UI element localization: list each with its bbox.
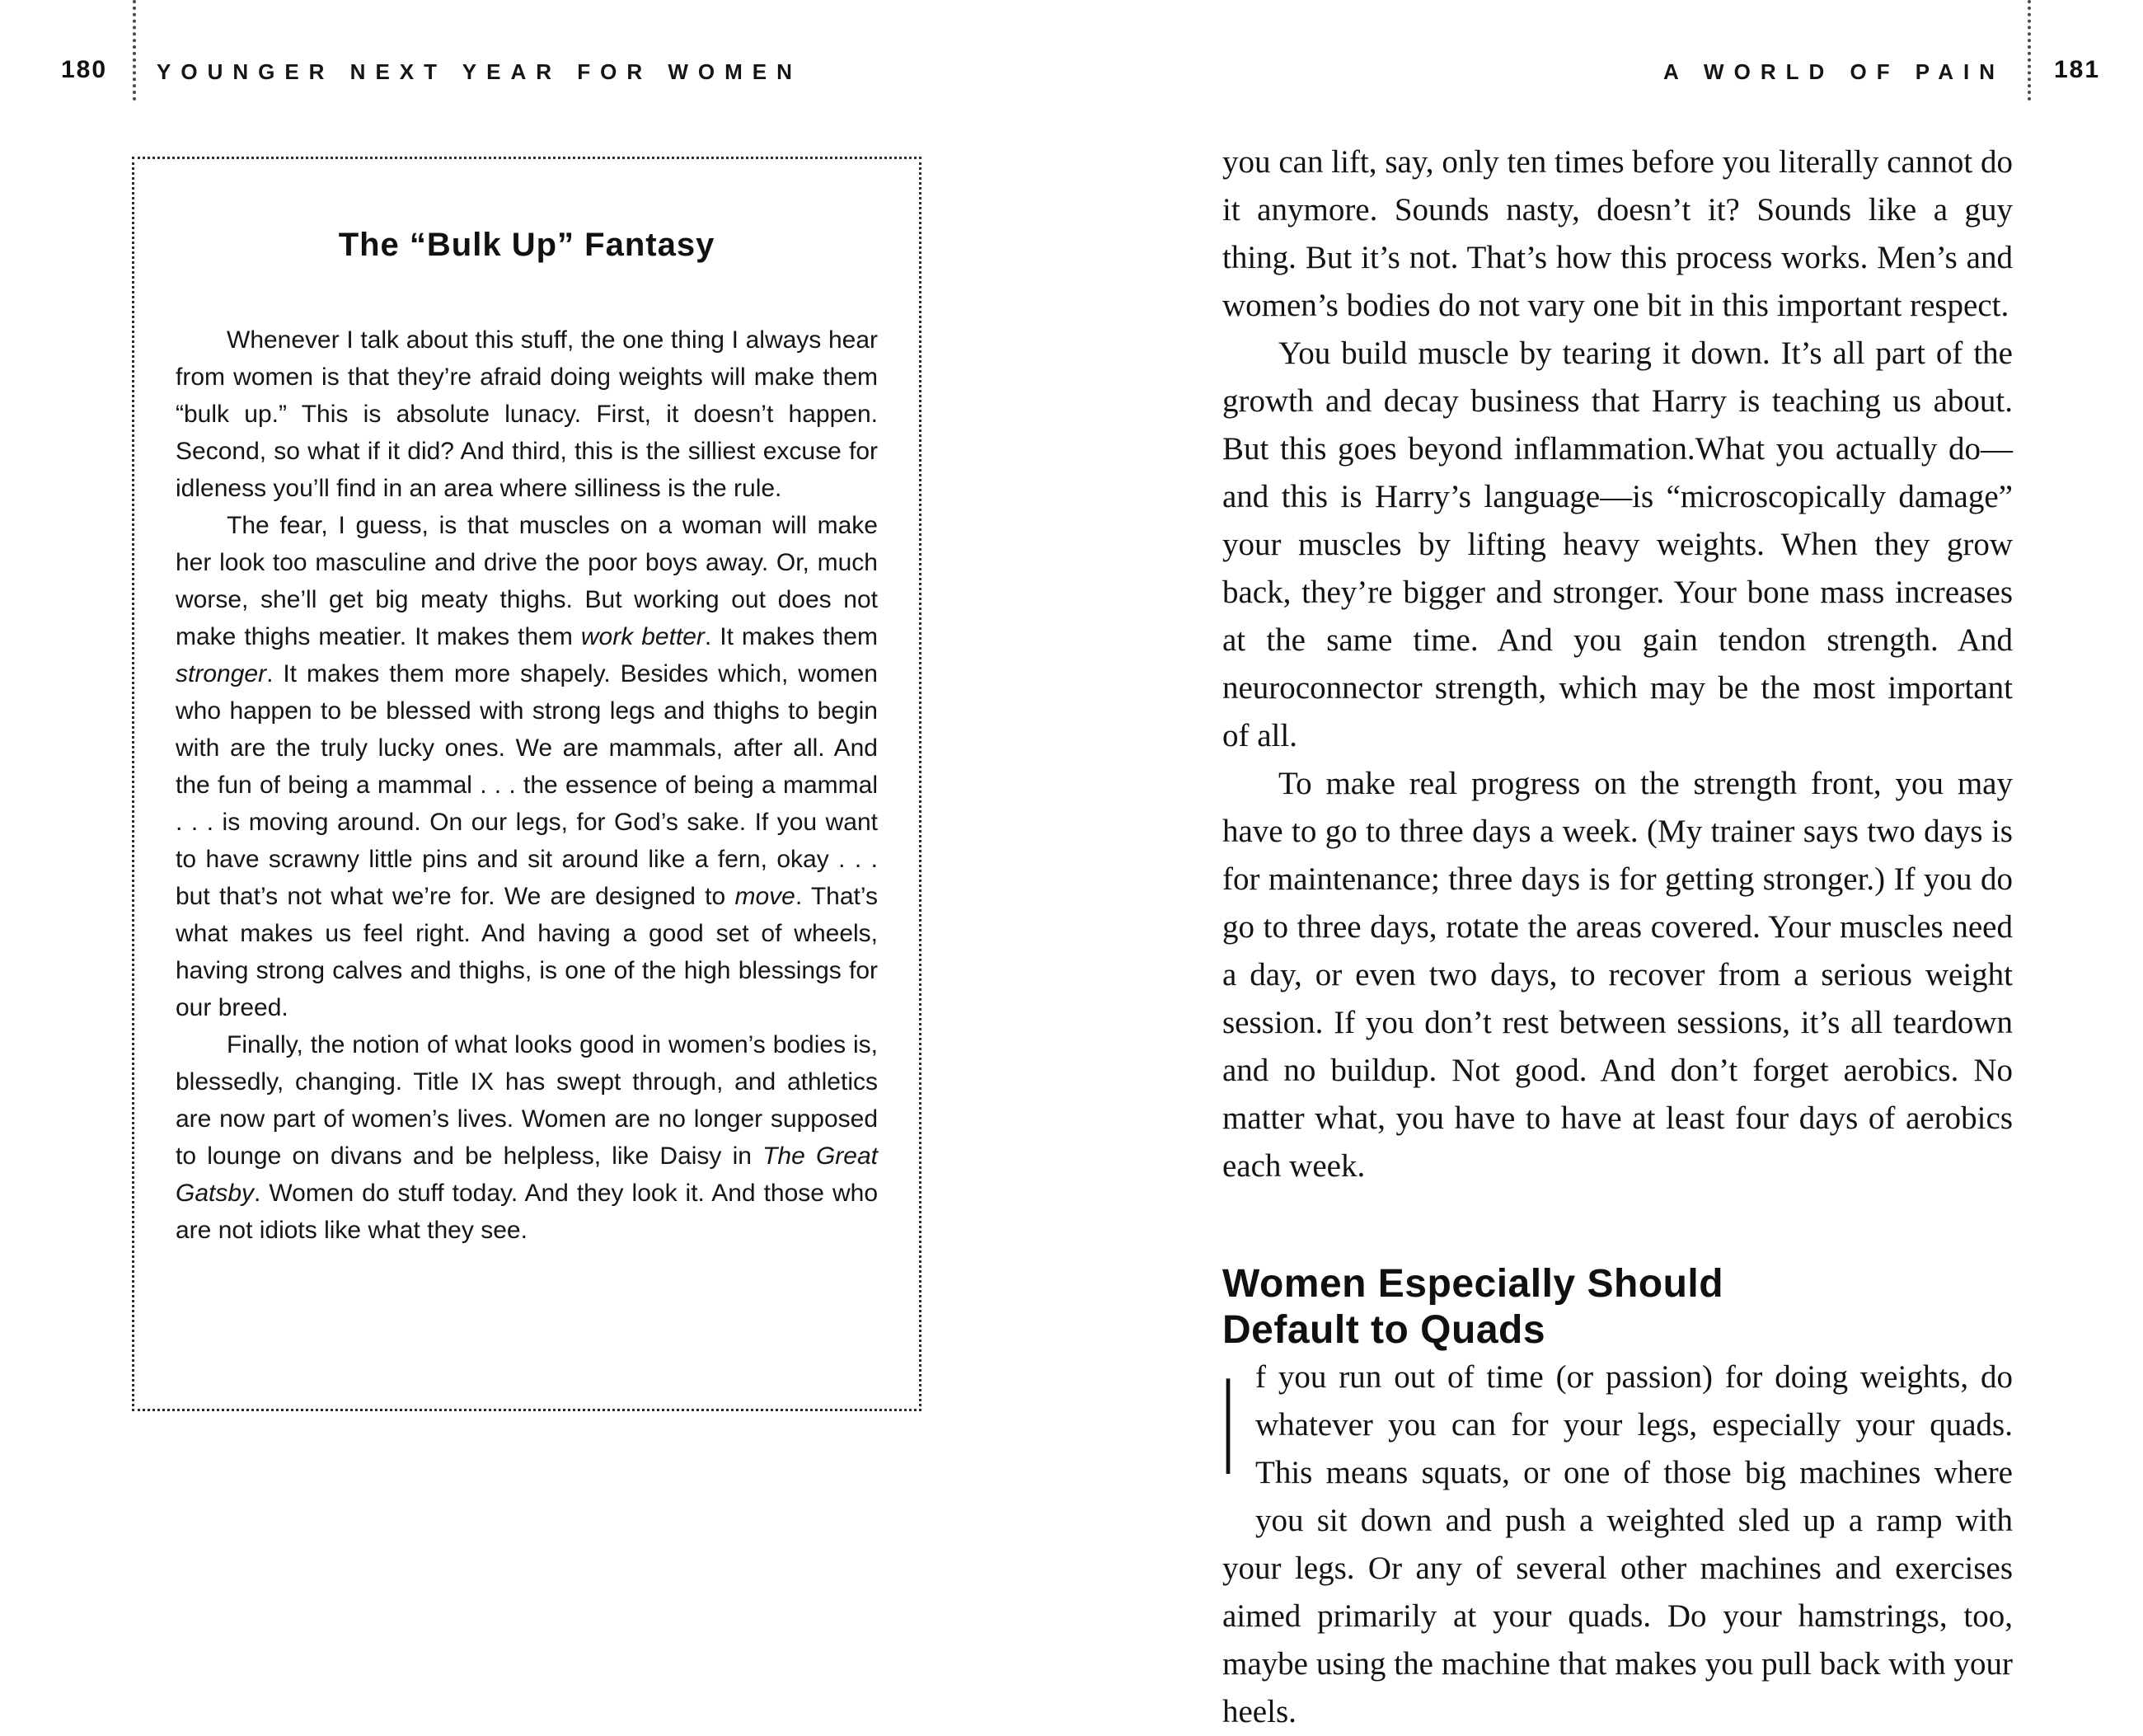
dropcap-paragraph-text: f you run out of time (or passion) for doing weights, do whatever you can for your legs, especially your quads. This means squats, or one of those big machines where you sit down and push a weighted sled up a ramp with your legs. Or any of several other machines and exercises aimed primarily at your quads. Do your hamstrings, too, maybe using the machine that makes you pull back with your heels. xyxy=(1222,1359,2013,1729)
header-divider-left xyxy=(133,0,136,101)
body-paragraph-dropcap xyxy=(1222,1349,2013,1736)
header-divider-right xyxy=(2028,0,2031,101)
dropcap-letter-i: I xyxy=(1222,1349,1235,1504)
sidebar-box-body xyxy=(176,321,878,1249)
box-paragraph: Whenever I talk about this stuff, the one thing I always hear from women is that they’re afraid doing weights will make them “bulk up.” This is absolute lunacy. First, it doesn’t happen. Second, so what if it did? And third, this is the silliest excuse for idleness you’ll find in an area where silliness is the rule. xyxy=(176,326,878,502)
page-number-left: 180 xyxy=(61,56,108,83)
body-paragraph: You build muscle by tearing it down. It’s all part of the growth and decay business that Harry is teaching us about. But this goes beyond inflammation.What you actually do—and this is Harry’s language—is “microscopically damage” your muscles by lifting heavy weights. When they grow back, they’re bigger and stronger. Your bone mass increases at the same time. And you gain tendon strength. And neuroconnector strength, which may be the most important of all. xyxy=(1222,335,2013,753)
box-paragraph: Finally, the notion of what looks good in women’s bodies is, blessedly, changing. Title IX has swept through, and athletics are now part of women’s lives. Women are no longer supposed to lounge on divans and be helpless, like Daisy in The Great Gatsby. Women do stuff today. And they look it. And those who are not idiots like what they see. xyxy=(176,1031,879,1244)
page-number-right: 181 xyxy=(2054,56,2101,83)
section-heading-line2: Default to Quads xyxy=(1222,1308,1546,1352)
section-heading xyxy=(1222,1261,2013,1354)
running-title-right: A WORLD OF PAIN xyxy=(1663,59,2005,84)
box-paragraph: The fear, I guess, is that muscles on a woman will make her look too masculine and drive the poor boys away. Or, much worse, she’ll get big meaty thighs. But working out does not make thighs meatier. It makes them work better. It makes them stronger. It makes them more shapely. Besides which, women who happen to be blessed with strong legs and thighs to begin with are the truly lucky ones. We are mammals, after all. And the fun of being a mammal . . . the essence of being a mammal . . . is moving around. On our legs, for God’s sake. If you want to have scrawny little pins and sit around like a fern, okay . . . but that’s not what we’re for. We are designed to move. That’s what makes us feel right. And having a good set of wheels, having strong calves and thighs, is one of the high blessings for our breed. xyxy=(176,512,879,1021)
section-heading-line1: Women Especially Should xyxy=(1222,1262,1724,1306)
running-title-left: YOUNGER NEXT YEAR FOR WOMEN xyxy=(157,59,802,84)
main-text-column xyxy=(1222,138,2013,1736)
sidebar-box xyxy=(132,157,921,1411)
body-paragraph: you can lift, say, only ten times before you literally cannot do it anymore. Sounds nasty, doesn’t it? Sounds like a guy thing. But it’s not. That’s how this process works. Men’s and women’s bodies do not vary one bit in this important respect. xyxy=(1222,144,2013,323)
sidebar-box-title: The “Bulk Up” Fantasy xyxy=(338,227,715,263)
body-paragraph: To make real progress on the strength front, you may have to go to three days a week. (My trainer says two days is for maintenance; three days is for getting stronger.) If you do go to three days, rotate the areas covered. Your muscles need a day, or even two days, to recover from a serious weight session. If you don’t rest between sessions, it’s all teardown and no buildup. Not good. And don’t forget aerobics. No matter what, you have to have at least four days of aerobics each week. xyxy=(1222,766,2013,1184)
